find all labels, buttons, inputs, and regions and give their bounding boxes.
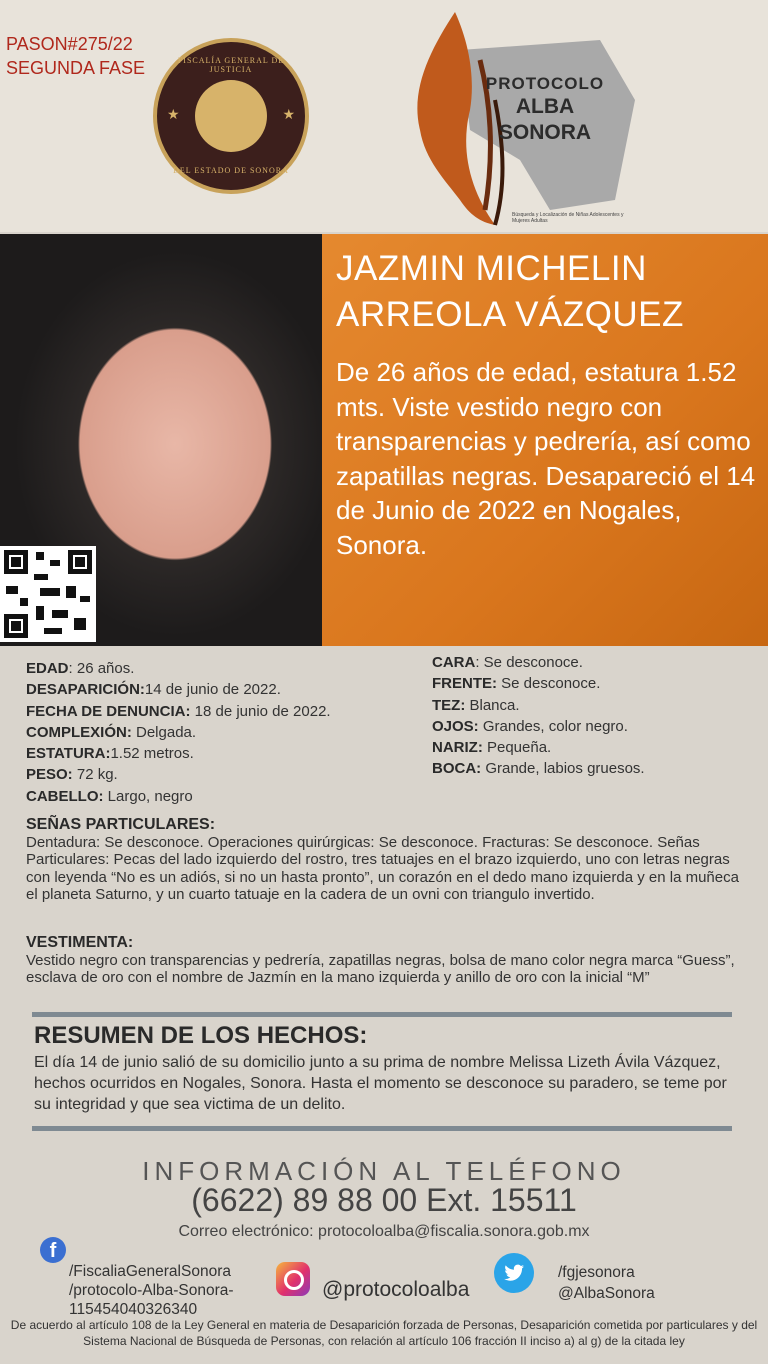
details-right bbox=[432, 652, 752, 780]
header bbox=[0, 0, 768, 232]
alba-name-label: ALBA bbox=[515, 95, 575, 118]
seal-emblem-icon bbox=[195, 80, 267, 152]
detail-eyes: OJOS: Grandes, color negro. bbox=[432, 717, 628, 735]
case-phase: SEGUNDA FASE bbox=[6, 58, 146, 78]
star-icon: ★ bbox=[282, 106, 295, 122]
senas-section bbox=[26, 816, 746, 904]
senas-text: Dentadura: Se desconoce. Operaciones quirúrgicas: Se desconoce. Fracturas: Se desconoce. Señas Particulares: Pecas del lado izquierdo del rostro, tres tatuajes en el brazo izquierdo, uno con letras negras con leyenda “No es un adiós, si no un hasta pronto”, un corazón en el dedo mano izquierda y en la muñeca el planeta Saturno, y un cuarto tatuaje en la cadera de un ovni con triangulo invertido. bbox=[26, 833, 739, 903]
star-icon: ★ bbox=[167, 106, 180, 122]
seal-top-text: FISCALÍA GENERAL DE JUSTICIA bbox=[177, 56, 285, 74]
detail-mouth: BOCA: Grande, labios gruesos. bbox=[432, 760, 645, 778]
person-summary: De 26 años de edad, estatura 1.52 mts. Viste vestido negro con transparencias y pedrería, así como zapatillas negras. Desapareció el 14 de Junio de 2022 en Nogales, Sonora. bbox=[336, 357, 756, 560]
alba-protocol-label: PROTOCOLO bbox=[485, 74, 605, 93]
divider bbox=[32, 1126, 732, 1131]
facebook-protocolo[interactable]: /protocolo-Alba-Sonora- bbox=[69, 1282, 234, 1299]
fiscalia-seal-logo bbox=[153, 38, 309, 194]
alba-title bbox=[470, 74, 620, 146]
qr-code[interactable] bbox=[0, 546, 96, 642]
twitter-links[interactable] bbox=[558, 1262, 655, 1304]
detail-hair: CABELLO: Largo, negro bbox=[26, 787, 193, 805]
twitter-alba[interactable]: @AlbaSonora bbox=[558, 1285, 655, 1302]
instagram-handle[interactable]: @protocoloalba bbox=[322, 1278, 470, 1301]
senas-heading: SEÑAS PARTICULARES: bbox=[26, 816, 216, 833]
vestimenta-text: Vestido negro con transparencias y pedrería, zapatillas negras, bolsa de mano color negra marca “Guess”, esclava de oro con el nombre de Jazmín en la mano izquierda y anillo de oro con la inicial “M” bbox=[26, 951, 735, 986]
vestimenta-heading: VESTIMENTA: bbox=[26, 934, 134, 951]
detail-complexion: TEZ: Blanca. bbox=[432, 696, 520, 714]
detail-disappearance: DESAPARICIÓN:14 de junio de 2022. bbox=[26, 681, 281, 699]
detail-build: COMPLEXIÓN: Delgada. bbox=[26, 723, 197, 741]
facebook-fiscalia[interactable]: /FiscaliaGeneralSonora bbox=[69, 1263, 231, 1280]
legal-notice: De acuerdo al artículo 108 de la Ley General en materia de Desaparición forzada de Personas, Desaparición cometida por particulares y del Sistema Nacional de Búsqueda de Personas, con relación al artículo 106 fracción II inciso a) al g) de la citada ley bbox=[10, 1318, 758, 1348]
detail-report-date: FECHA DE DENUNCIA: 18 de junio de 2022. bbox=[26, 702, 331, 720]
phone-number[interactable]: (6622) 89 88 00 Ext. 15511 bbox=[191, 1182, 577, 1218]
divider bbox=[32, 1012, 732, 1017]
resumen-text: El día 14 de junio salió de su domicilio junto a su prima de nombre Melissa Lizeth Ávila Vázquez, hechos ocurridos en Nogales, Sonora. Hasta el momento se desconoce su paradero, se teme por su integridad y que sea victima de un delito. bbox=[34, 1054, 727, 1113]
facebook-links[interactable] bbox=[69, 1262, 234, 1319]
case-id: PASON#275/22 bbox=[6, 34, 133, 54]
alba-state-label: SONORA bbox=[498, 121, 592, 144]
detail-height: ESTATURA:1.52 metros. bbox=[26, 745, 194, 763]
instagram-icon[interactable] bbox=[276, 1262, 310, 1296]
phone-label: INFORMACIÓN AL TELÉFONO bbox=[142, 1156, 626, 1186]
detail-age: EDAD: 26 años. bbox=[26, 660, 135, 677]
twitter-fgje[interactable]: /fgjesonora bbox=[558, 1264, 635, 1281]
facebook-icon[interactable]: f bbox=[40, 1237, 66, 1263]
detail-nose: NARIZ: Pequeña. bbox=[432, 739, 552, 757]
facebook-protocolo-id[interactable]: 115454040326340 bbox=[69, 1301, 198, 1318]
case-number bbox=[6, 32, 145, 80]
alba-subtitle: Búsqueda y Localización de Niñas Adolescentes y Mujeres Adultas bbox=[512, 212, 624, 224]
details-left bbox=[26, 658, 426, 807]
seal-bottom-text: DEL ESTADO DE SONORA bbox=[173, 166, 289, 175]
person-name: JAZMIN MICHELIN ARREOLA VÁZQUEZ bbox=[336, 249, 684, 334]
vestimenta-section bbox=[26, 934, 746, 987]
detail-weight: PESO: 72 kg. bbox=[26, 766, 118, 784]
resumen-heading: RESUMEN DE LOS HECHOS: bbox=[34, 1022, 368, 1049]
detail-forehead: FRENTE: Se desconoce. bbox=[432, 675, 601, 693]
twitter-icon[interactable] bbox=[494, 1253, 534, 1293]
detail-face: CARA: Se desconoce. bbox=[432, 654, 583, 671]
resumen-section bbox=[34, 1022, 734, 1115]
email-contact[interactable]: Correo electrónico: protocoloalba@fiscalia.sonora.gob.mx bbox=[178, 1223, 590, 1240]
